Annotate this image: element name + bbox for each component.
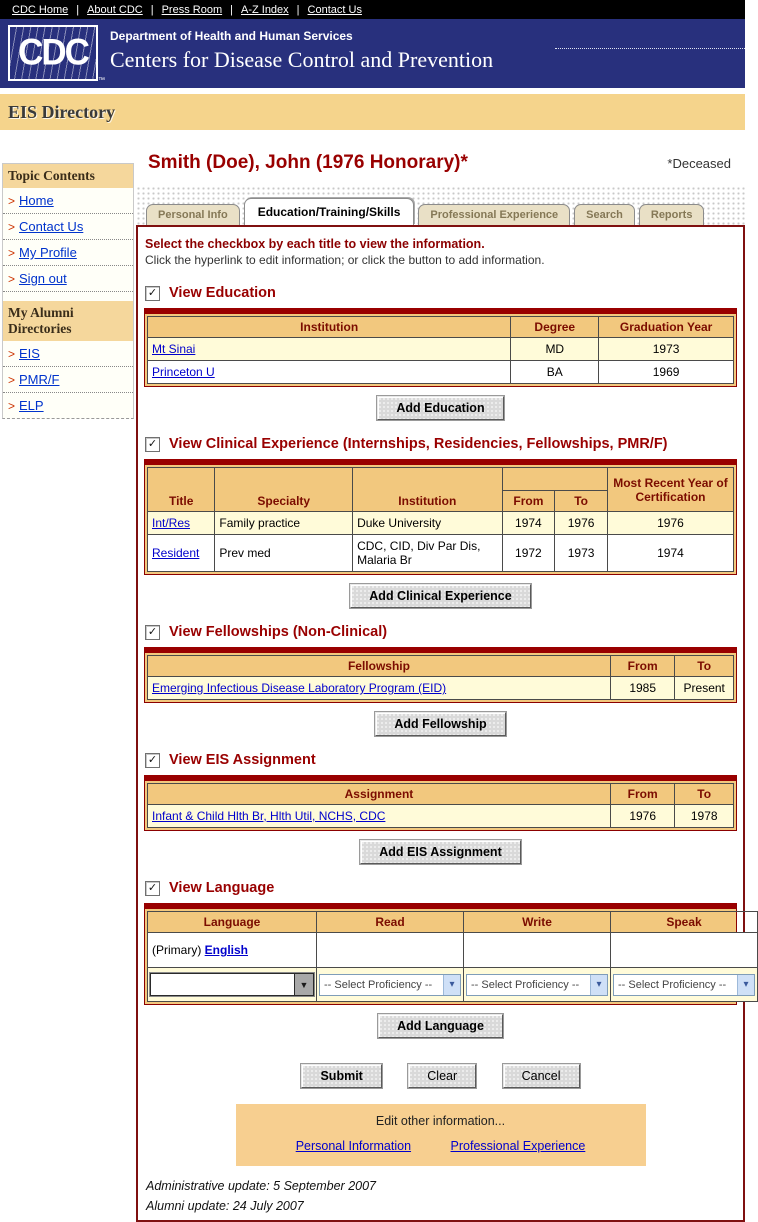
section-head-eis-assignment [145, 752, 738, 768]
specialty-cell: Prev med [215, 535, 353, 572]
eis-assignment-link[interactable]: Infant & Child Hlth Br, Hlth Util, NCHS, CDC [152, 809, 386, 823]
col-language: Language [148, 912, 317, 933]
instructions-normal: Click the hyperlink to edit information; or click the button to add information. [145, 253, 545, 267]
to-cell: 1978 [675, 805, 734, 828]
col-from: From [610, 656, 674, 677]
masthead-text [110, 29, 493, 73]
col-from: From [610, 784, 674, 805]
col-graduation-year: Graduation Year [599, 317, 734, 338]
top-nav-link-az-index[interactable]: A-Z Index [240, 3, 289, 16]
view-clinical-checkbox[interactable] [145, 437, 160, 452]
col-fellowship: Fellowship [148, 656, 611, 677]
from-to-spacer [502, 468, 607, 491]
read-proficiency-select[interactable] [319, 974, 461, 996]
profile-title-row [136, 130, 745, 174]
sidebar-link-contact-us[interactable]: Contact Us [19, 219, 84, 234]
main-column [136, 130, 749, 1222]
tab-professional-experience[interactable]: Professional Experience [418, 204, 570, 225]
arrow-icon: > [8, 194, 16, 208]
edit-other-title: Edit other information... [375, 1114, 506, 1128]
clinical-link-resident[interactable]: Resident [152, 546, 200, 560]
year-cell: 1969 [599, 361, 734, 384]
language-table [144, 903, 749, 1005]
to-cell: 1973 [555, 535, 608, 572]
page-title: Smith (Doe), John (1976 Honorary)* [148, 152, 468, 173]
checkmark-icon: ✓ [147, 881, 158, 894]
clinical-table [144, 459, 737, 575]
add-eis-assignment-button[interactable]: Add EIS Assignment [360, 840, 520, 864]
read-cell [317, 933, 464, 968]
col-most-recent-year: Most Recent Year of Certification [607, 468, 733, 512]
section-head-fellowships [145, 624, 738, 640]
top-nav-link-press-room[interactable]: Press Room [161, 3, 223, 16]
section-head-education [145, 285, 738, 301]
institution-cell: CDC, CID, Div Par Dis, Malaria Br [353, 535, 502, 572]
cancel-button[interactable]: Cancel [503, 1064, 580, 1088]
sidebar-item-my-profile[interactable] [3, 240, 133, 266]
from-cell: 1985 [610, 677, 674, 700]
nav-separator: | [296, 3, 300, 16]
dropdown-arrow-icon: ▾ [443, 975, 460, 995]
arrow-icon: > [8, 347, 16, 361]
table-row [148, 933, 758, 968]
select-value [151, 974, 294, 995]
top-nav-link-cdc-home[interactable]: CDC Home [12, 3, 69, 16]
col-to: To [675, 656, 734, 677]
view-education-checkbox[interactable] [145, 286, 160, 301]
tab-reports[interactable]: Reports [639, 204, 705, 225]
section-title-language: View Language [169, 880, 275, 896]
col-write: Write [464, 912, 611, 933]
instructions-bold: Select the checkbox by each title to view the information. [145, 237, 485, 251]
sidebar-item-contact-us[interactable] [3, 214, 133, 240]
from-cell: 1976 [610, 805, 674, 828]
col-speak: Speak [611, 912, 758, 933]
education-link-mt-sinai[interactable]: Mt Sinai [152, 342, 196, 356]
section-title-clinical: View Clinical Experience (Internships, Residencies, Fellowships, PMR/F) [169, 436, 668, 452]
degree-cell: MD [511, 338, 599, 361]
education-table [144, 308, 737, 387]
table-row [148, 512, 734, 535]
section-title-education: View Education [169, 285, 276, 301]
select-value: -- Select Proficiency -- [618, 978, 727, 991]
nav-separator: | [230, 3, 233, 16]
arrow-icon: > [8, 399, 16, 413]
write-cell [464, 933, 611, 968]
education-header-row [148, 317, 734, 338]
checkmark-icon: ✓ [147, 437, 158, 450]
education-link-princeton[interactable]: Princeton U [152, 365, 215, 379]
top-nav-link-contact-us[interactable]: Contact Us [307, 3, 362, 16]
sidebar-item-home[interactable] [3, 188, 133, 214]
edit-other-box [236, 1104, 646, 1166]
section-title-fellowships: View Fellowships (Non-Clinical) [169, 624, 388, 640]
form-button-row [143, 1064, 738, 1088]
year-cell: 1973 [599, 338, 734, 361]
sidebar-link-sign-out[interactable]: Sign out [19, 271, 67, 286]
recent-year-cell: 1974 [607, 535, 733, 572]
arrow-icon: > [8, 373, 16, 387]
clinical-link-int-res[interactable]: Int/Res [152, 516, 191, 530]
eis-assignment-table [144, 775, 737, 831]
to-cell: 1976 [555, 512, 608, 535]
checkmark-icon: ✓ [147, 753, 158, 766]
eis-header-row [148, 784, 734, 805]
add-language-button[interactable]: Add Language [378, 1014, 503, 1038]
add-education-button[interactable]: Add Education [377, 396, 503, 420]
table-row [148, 535, 734, 572]
dropdown-arrow-icon: ▼ [294, 974, 313, 995]
masthead-department: Department of Health and Human Services [110, 29, 353, 43]
dropdown-arrow-icon: ▾ [737, 975, 754, 995]
section-head-language [145, 880, 738, 896]
language-link-english[interactable]: English [204, 943, 249, 957]
table-row [148, 361, 734, 384]
alumni-update-note: Alumni update: 24 July 2007 [146, 1199, 304, 1213]
clear-button[interactable]: Clear [408, 1064, 476, 1088]
new-language-select[interactable] [150, 973, 314, 996]
content-panel [136, 225, 749, 1222]
section-head-clinical [145, 436, 738, 452]
col-institution: Institution [148, 317, 511, 338]
deceased-note: *Deceased [667, 156, 731, 171]
add-clinical-experience-button[interactable]: Add Clinical Experience [350, 584, 530, 608]
from-cell: 1972 [502, 535, 555, 572]
clinical-header-row-1 [148, 468, 734, 491]
checkmark-icon: ✓ [147, 625, 158, 638]
col-to: To [675, 784, 734, 805]
col-read: Read [317, 912, 464, 933]
col-institution: Institution [353, 468, 502, 512]
sidebar-link-home[interactable]: Home [19, 193, 54, 208]
edit-personal-information-link[interactable]: Personal Information [295, 1139, 412, 1153]
view-language-checkbox[interactable] [145, 881, 160, 896]
top-nav-bar [0, 0, 745, 19]
tab-strip [136, 186, 745, 225]
table-row [148, 805, 734, 828]
speak-cell [611, 933, 758, 968]
select-value: -- Select Proficiency -- [324, 978, 433, 991]
col-title: Title [148, 468, 215, 512]
fellowships-header-row [148, 656, 734, 677]
col-from: From [502, 491, 555, 512]
cdc-logo-text: CDC [18, 32, 88, 73]
checkmark-icon: ✓ [147, 286, 158, 299]
section-title-eis-assignment: View EIS Assignment [169, 752, 316, 768]
sidebar-item-elp[interactable] [3, 393, 133, 418]
select-value: -- Select Proficiency -- [471, 978, 580, 991]
language-header-row [148, 912, 758, 933]
col-specialty: Specialty [215, 468, 353, 512]
sidebar [2, 163, 134, 419]
tab-personal-info[interactable]: Personal Info [146, 204, 240, 225]
col-to: To [555, 491, 608, 512]
sidebar-link-eis[interactable]: EIS [19, 346, 40, 361]
to-cell: Present [675, 677, 734, 700]
cdc-masthead [0, 19, 745, 88]
tab-education-training-skills[interactable]: Education/Training/Skills [244, 198, 415, 225]
submit-button[interactable]: Submit [301, 1064, 381, 1088]
fellowships-table [144, 647, 737, 703]
masthead-organization: Centers for Disease Control and Prevention [110, 47, 494, 72]
table-row [148, 968, 758, 1002]
sidebar-heading-topic-contents: Topic Contents [3, 164, 133, 188]
cdc-logo[interactable] [8, 25, 98, 81]
app-title-bar: EIS Directory [0, 94, 745, 130]
table-row [148, 338, 734, 361]
write-proficiency-select[interactable] [466, 974, 608, 996]
degree-cell: BA [511, 361, 599, 384]
view-fellowships-checkbox[interactable] [145, 625, 160, 640]
speak-proficiency-select[interactable] [613, 974, 755, 996]
from-cell: 1974 [502, 512, 555, 535]
arrow-icon: > [8, 272, 16, 286]
nav-separator: | [76, 3, 80, 16]
sidebar-link-elp[interactable]: ELP [19, 398, 44, 413]
top-nav-link-about-cdc[interactable]: About CDC [87, 3, 143, 16]
arrow-icon: > [8, 220, 16, 234]
sidebar-heading-my-alumni-directories: My Alumni Directories [3, 301, 133, 341]
col-assignment: Assignment [148, 784, 611, 805]
arrow-icon: > [8, 246, 16, 260]
masthead-dotted-line [555, 48, 745, 49]
specialty-cell: Family practice [215, 512, 353, 535]
tab-search[interactable]: Search [574, 204, 635, 225]
edit-professional-experience-link[interactable]: Professional Experience [450, 1139, 586, 1153]
add-fellowship-button[interactable]: Add Fellowship [375, 712, 505, 736]
dropdown-arrow-icon: ▾ [590, 975, 607, 995]
sidebar-link-my-profile[interactable]: My Profile [19, 245, 77, 260]
sidebar-item-pmrf[interactable] [3, 367, 133, 393]
view-eis-assignment-checkbox[interactable] [145, 753, 160, 768]
fellowship-link-eid[interactable]: Emerging Infectious Disease Laboratory Program (EID) [152, 681, 447, 695]
col-degree: Degree [511, 317, 599, 338]
institution-cell: Duke University [353, 512, 502, 535]
recent-year-cell: 1976 [607, 512, 733, 535]
sidebar-item-eis[interactable] [3, 341, 133, 367]
administrative-update-note: Administrative update: 5 September 2007 [146, 1179, 376, 1193]
table-row [148, 677, 734, 700]
nav-separator: | [150, 3, 154, 16]
trademark-symbol: ™ [98, 77, 105, 84]
sidebar-item-sign-out[interactable] [3, 266, 133, 292]
sidebar-link-pmrf[interactable]: PMR/F [19, 372, 60, 387]
primary-prefix: (Primary) [152, 943, 202, 957]
